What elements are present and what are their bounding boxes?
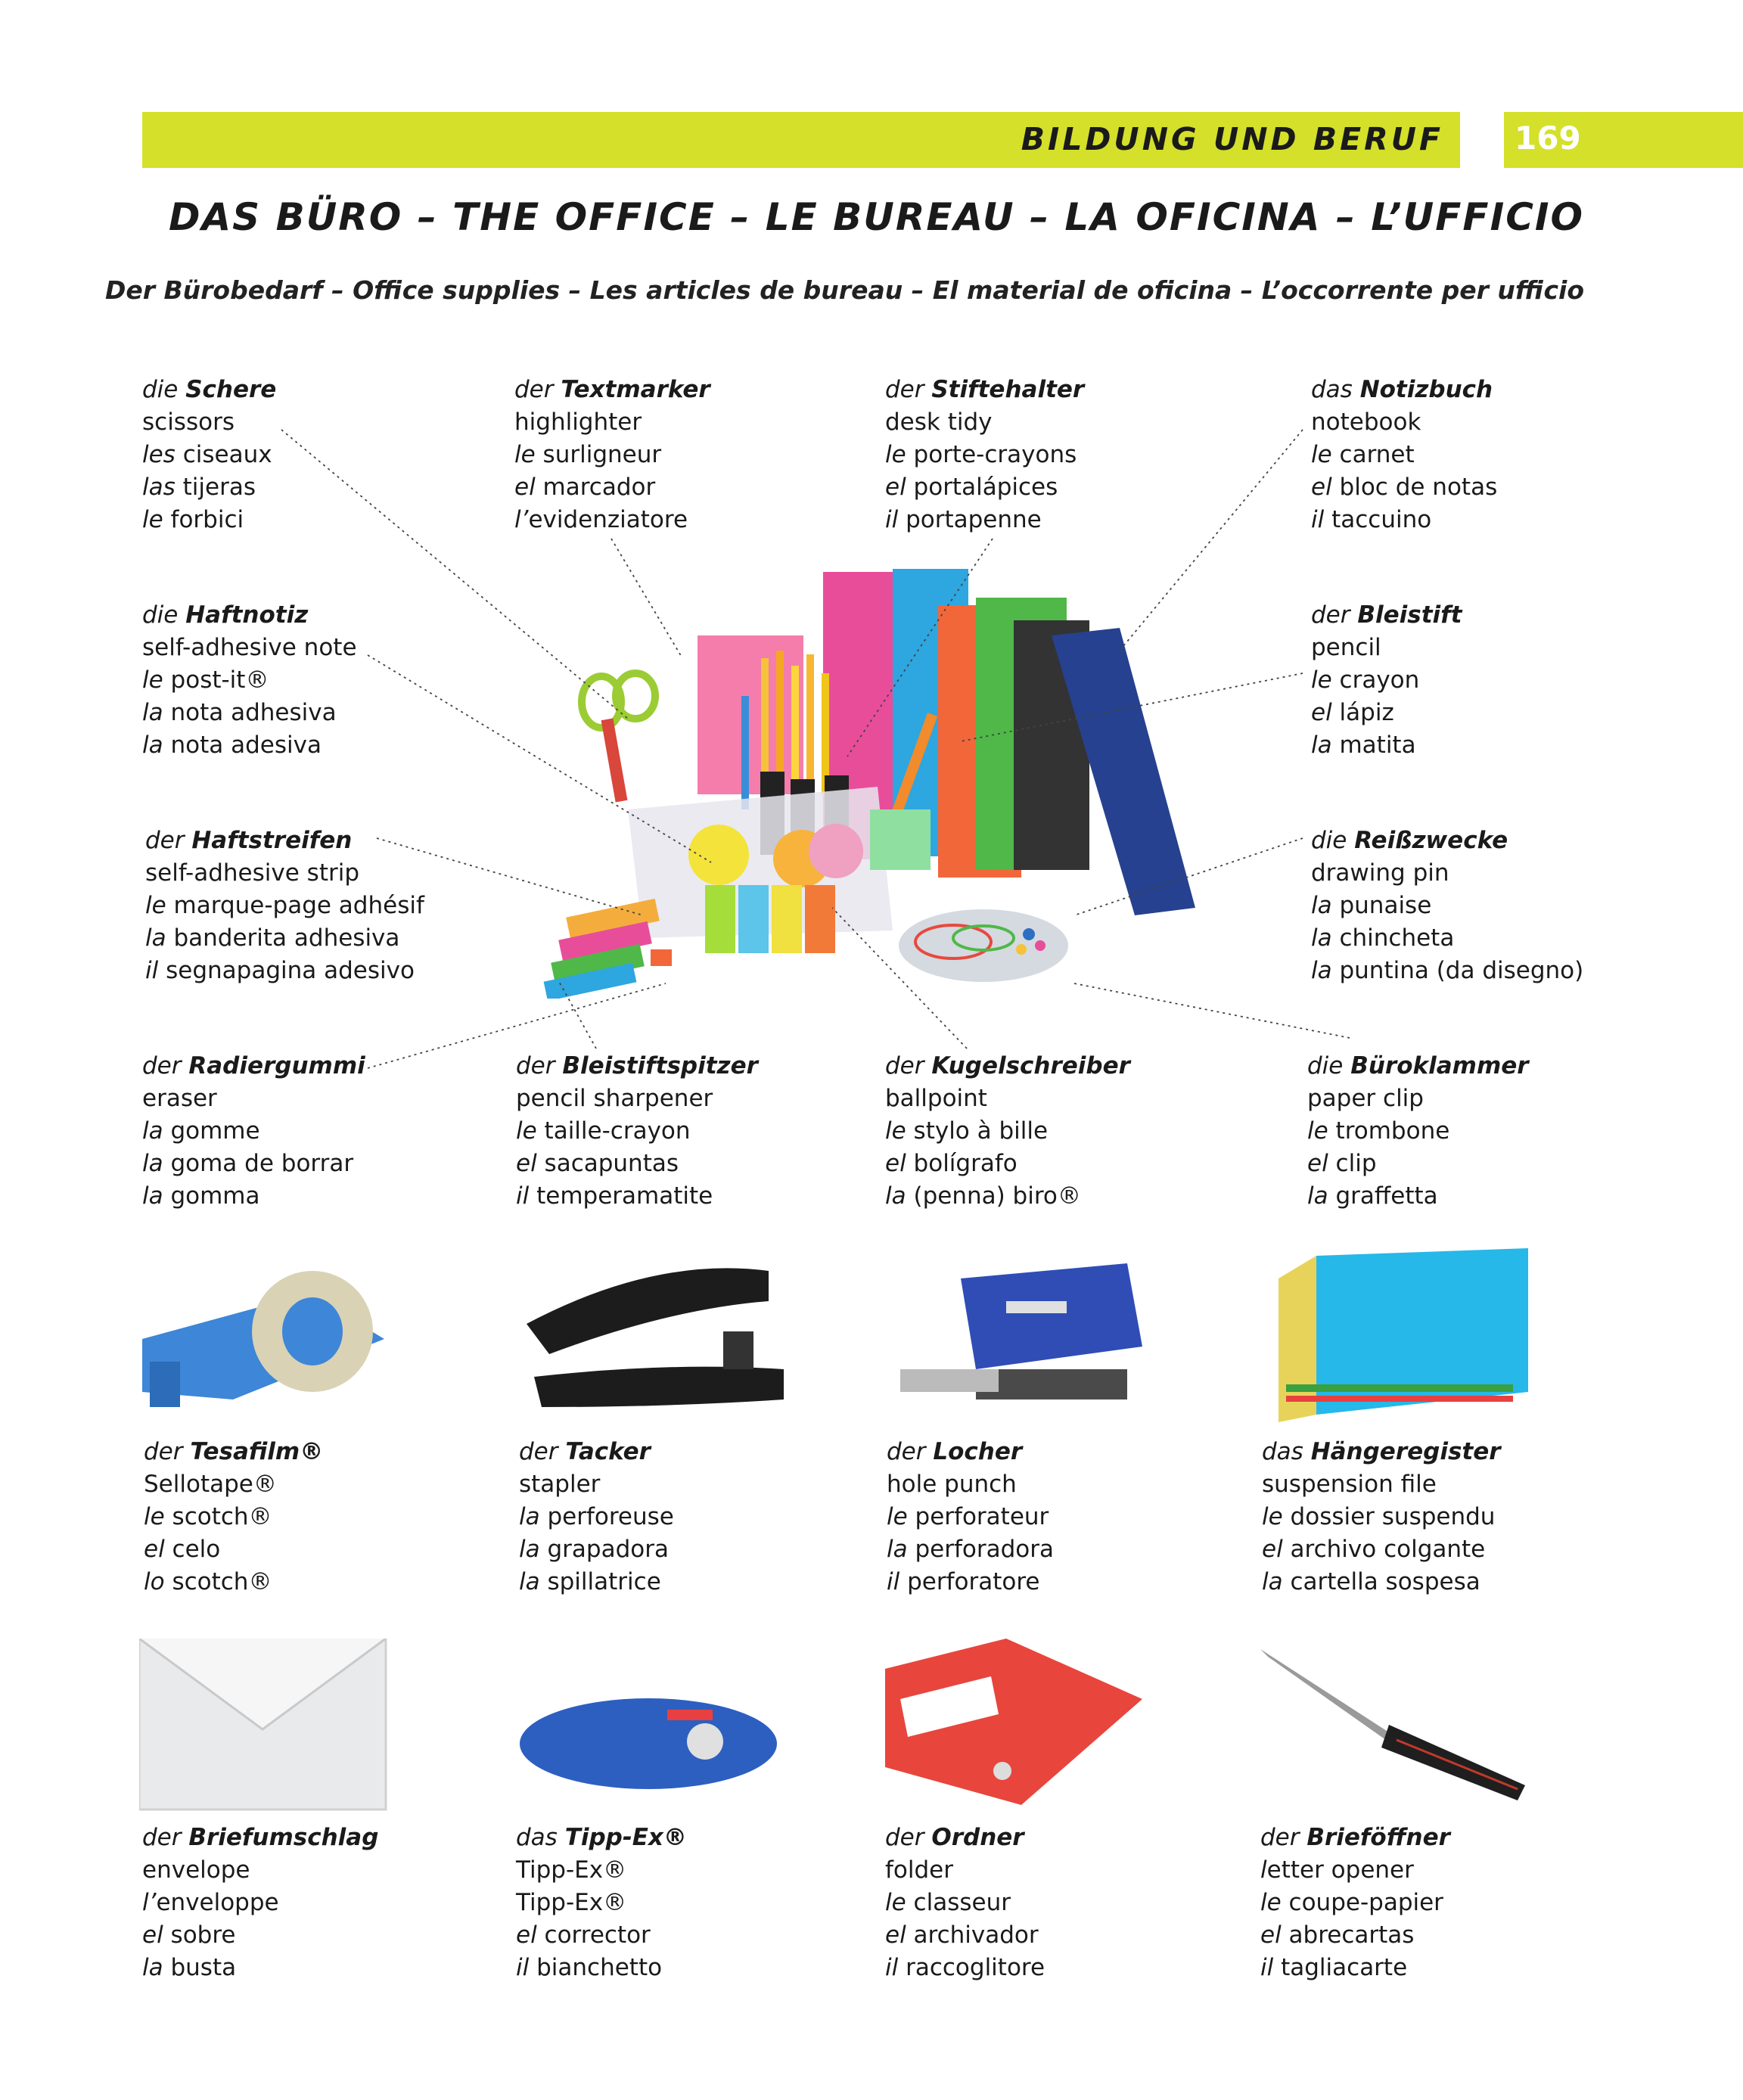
word: abrecartas [1288,1921,1415,1949]
word: gomma [170,1182,260,1210]
article: la [142,1954,171,1981]
article: la [1262,1568,1291,1595]
word: porte-crayons [913,441,1077,468]
word: nota adhesiva [170,699,337,726]
article: il [887,1568,908,1595]
article: der [516,1052,563,1080]
article: las [142,474,183,501]
word: Brieföffner [1306,1824,1450,1851]
word: celo [172,1536,221,1563]
article: die [142,376,186,403]
article: la [519,1503,548,1530]
article: das [516,1824,565,1851]
word: graffetta [1335,1182,1438,1210]
word: gomme [170,1117,260,1145]
article: die [1307,1052,1351,1080]
word: cartella sospesa [1290,1568,1480,1595]
article: il [1311,506,1332,533]
word: surligneur [542,441,662,468]
word: Haftnotiz [185,601,309,629]
word: self-adhesive strip [145,859,360,887]
article: il [885,1954,906,1981]
article: il [145,957,166,984]
word: sobre [170,1921,236,1949]
word: enveloppe [156,1889,279,1916]
article: el [1262,1536,1291,1563]
word: tijeras [182,474,256,501]
word: Locher [933,1438,1023,1465]
tipp-ex-image [516,1687,781,1800]
article: das [1262,1438,1311,1465]
word: puntina (da disegno) [1339,957,1584,984]
word: folder [885,1856,953,1884]
article: il [1260,1954,1282,1981]
word: post-it® [170,666,269,694]
word: Schere [185,376,277,403]
word: goma de borrar [170,1150,354,1177]
article: le [1260,1889,1289,1916]
tape-dispenser-image [142,1248,392,1422]
article: la [519,1568,548,1595]
word: Tacker [565,1438,651,1465]
word: clip [1335,1150,1377,1177]
word: nota adesiva [170,732,322,759]
word: archivo colgante [1290,1536,1486,1563]
word: Stiftehalter [931,376,1085,403]
article: le [145,892,174,919]
word: notebook [1311,409,1421,436]
article: le [1307,1117,1336,1145]
word: highlighter [514,409,642,436]
article: el [514,474,543,501]
word: archivador [913,1921,1039,1949]
article: le [142,506,171,533]
word: Sellotape® [144,1471,277,1498]
article: der [1260,1824,1307,1851]
word: eraser [142,1085,217,1112]
word: segnapagina adesivo [166,957,415,984]
word: pencil sharpener [516,1085,713,1112]
article: la [142,732,171,759]
article: le [1262,1503,1291,1530]
word: perforadora [915,1536,1054,1563]
word: evidenziatore [528,506,688,533]
article: le [516,1117,545,1145]
word: bolígrafo [913,1150,1018,1177]
word: trombone [1335,1117,1450,1145]
article: die [142,601,186,629]
article: la [519,1536,548,1563]
word: bianchetto [536,1954,663,1981]
article: la [145,924,174,952]
article: le [1311,666,1340,694]
folder-image [885,1639,1142,1813]
article: el [885,474,914,501]
word: scissors [142,409,235,436]
article: el [1307,1150,1336,1177]
word: carnet [1339,441,1415,468]
word: marque-page adhésif [173,892,424,919]
article: la [142,1182,171,1210]
word: stylo à bille [913,1117,1049,1145]
word: sacapuntas [544,1150,679,1177]
word: punaise [1339,892,1432,919]
article: el [885,1921,914,1949]
word: perforateur [915,1503,1049,1530]
word: Hängeregister [1310,1438,1501,1465]
word: Notizbuch [1359,376,1493,403]
word: desk tidy [885,409,993,436]
word: matita [1339,732,1416,759]
article: l [1260,1856,1267,1884]
word: Bleistift [1357,601,1462,629]
word: Textmarker [561,376,710,403]
article: la [1311,892,1340,919]
article: der [885,1824,932,1851]
article: der [1311,601,1358,629]
article: der [145,827,192,854]
letter-opener-image [1260,1649,1533,1808]
word: paper clip [1307,1085,1424,1112]
page-subtitle: Der Bürobedarf – Office supplies – Les articles de bureau – El material de oficina – L’occorrente per ufficio [104,275,1584,305]
article: la [1307,1182,1336,1210]
article: el [516,1150,545,1177]
suspension-file-image [1271,1248,1543,1422]
word: pencil [1311,634,1381,661]
word: etter opener [1266,1856,1414,1884]
article: der [885,1052,932,1080]
article: le [514,441,543,468]
word: stapler [519,1471,601,1498]
article: l’ [142,1889,157,1916]
article: les [142,441,183,468]
article: el [885,1150,914,1177]
word: portalápices [913,474,1058,501]
word: marcador [542,474,656,501]
page-number: 169 [1515,120,1581,157]
word: Bleistiftspitzer [562,1052,758,1080]
article: der [142,1052,189,1080]
page-title: DAS BÜRO – THE OFFICE – LE BUREAU – LA OFICINA – L’UFFICIO [168,195,1584,239]
article: die [1311,827,1355,854]
word: Kugelschreiber [931,1052,1130,1080]
section-title: BILDUNG UND BERUF [1021,121,1443,157]
article: il [885,506,906,533]
article: lo [144,1568,172,1595]
word: corrector [544,1921,651,1949]
word: Ordner [931,1824,1024,1851]
word: coupe-papier [1288,1889,1443,1916]
article: la [1311,924,1340,952]
hole-punch-image [900,1256,1150,1422]
article: il [516,1954,537,1981]
word: portapenne [906,506,1042,533]
word: Reißzwecke [1354,827,1508,854]
article: la [1311,732,1340,759]
article: il [516,1182,537,1210]
word: forbici [170,506,244,533]
article: el [142,1921,171,1949]
article: la [885,1182,914,1210]
word: Tesafilm® [190,1438,324,1465]
word: Radiergummi [188,1052,365,1080]
word: drawing pin [1311,859,1449,887]
word: lápiz [1339,699,1394,726]
word: Briefumschlag [188,1824,379,1851]
article: das [1311,376,1360,403]
word: dossier suspendu [1290,1503,1496,1530]
article: la [887,1536,915,1563]
word: classeur [913,1889,1011,1916]
article: le [1311,441,1340,468]
word: chincheta [1339,924,1455,952]
article: der [885,376,932,403]
word: raccoglitore [906,1954,1045,1981]
article: la [142,1150,171,1177]
word: Tipp-Ex® [516,1889,627,1916]
word: ciseaux [182,441,272,468]
article: le [885,1117,914,1145]
article: der [519,1438,566,1465]
article: el [144,1536,172,1563]
word: hole punch [887,1471,1017,1498]
word: scotch® [172,1568,272,1595]
word: bloc de notas [1339,474,1498,501]
word: perforeuse [547,1503,674,1530]
word: taccuino [1331,506,1432,533]
article: le [144,1503,172,1530]
article: der [514,376,561,403]
article: le [885,441,914,468]
envelope-image [139,1639,389,1813]
article: el [1311,474,1340,501]
article: la [142,699,171,726]
word: temperamatite [536,1182,713,1210]
word: Büroklammer [1350,1052,1529,1080]
word: busta [170,1954,237,1981]
article: der [144,1438,191,1465]
word: spillatrice [547,1568,661,1595]
word: suspension file [1262,1471,1437,1498]
word: taille-crayon [544,1117,691,1145]
article: l’ [514,506,529,533]
word: Tipp-Ex® [564,1824,687,1851]
word: crayon [1339,666,1420,694]
article: le [885,1889,914,1916]
word: Haftstreifen [191,827,353,854]
article: el [1311,699,1340,726]
word: grapadora [547,1536,669,1563]
word: envelope [142,1856,250,1884]
word: banderita adhesiva [173,924,400,952]
article: le [142,666,171,694]
article: der [142,1824,189,1851]
word: (penna) biro® [913,1182,1081,1210]
article: la [1311,957,1340,984]
word: ballpoint [885,1085,987,1112]
article: le [887,1503,915,1530]
word: tagliacarte [1281,1954,1408,1981]
word: Tipp-Ex® [516,1856,627,1884]
article: der [887,1438,934,1465]
article: la [142,1117,171,1145]
word: self-adhesive note [142,634,357,661]
article: el [1260,1921,1289,1949]
article: el [516,1921,545,1949]
word: scotch® [172,1503,272,1530]
stapler-image [519,1256,791,1422]
word: perforatore [907,1568,1040,1595]
